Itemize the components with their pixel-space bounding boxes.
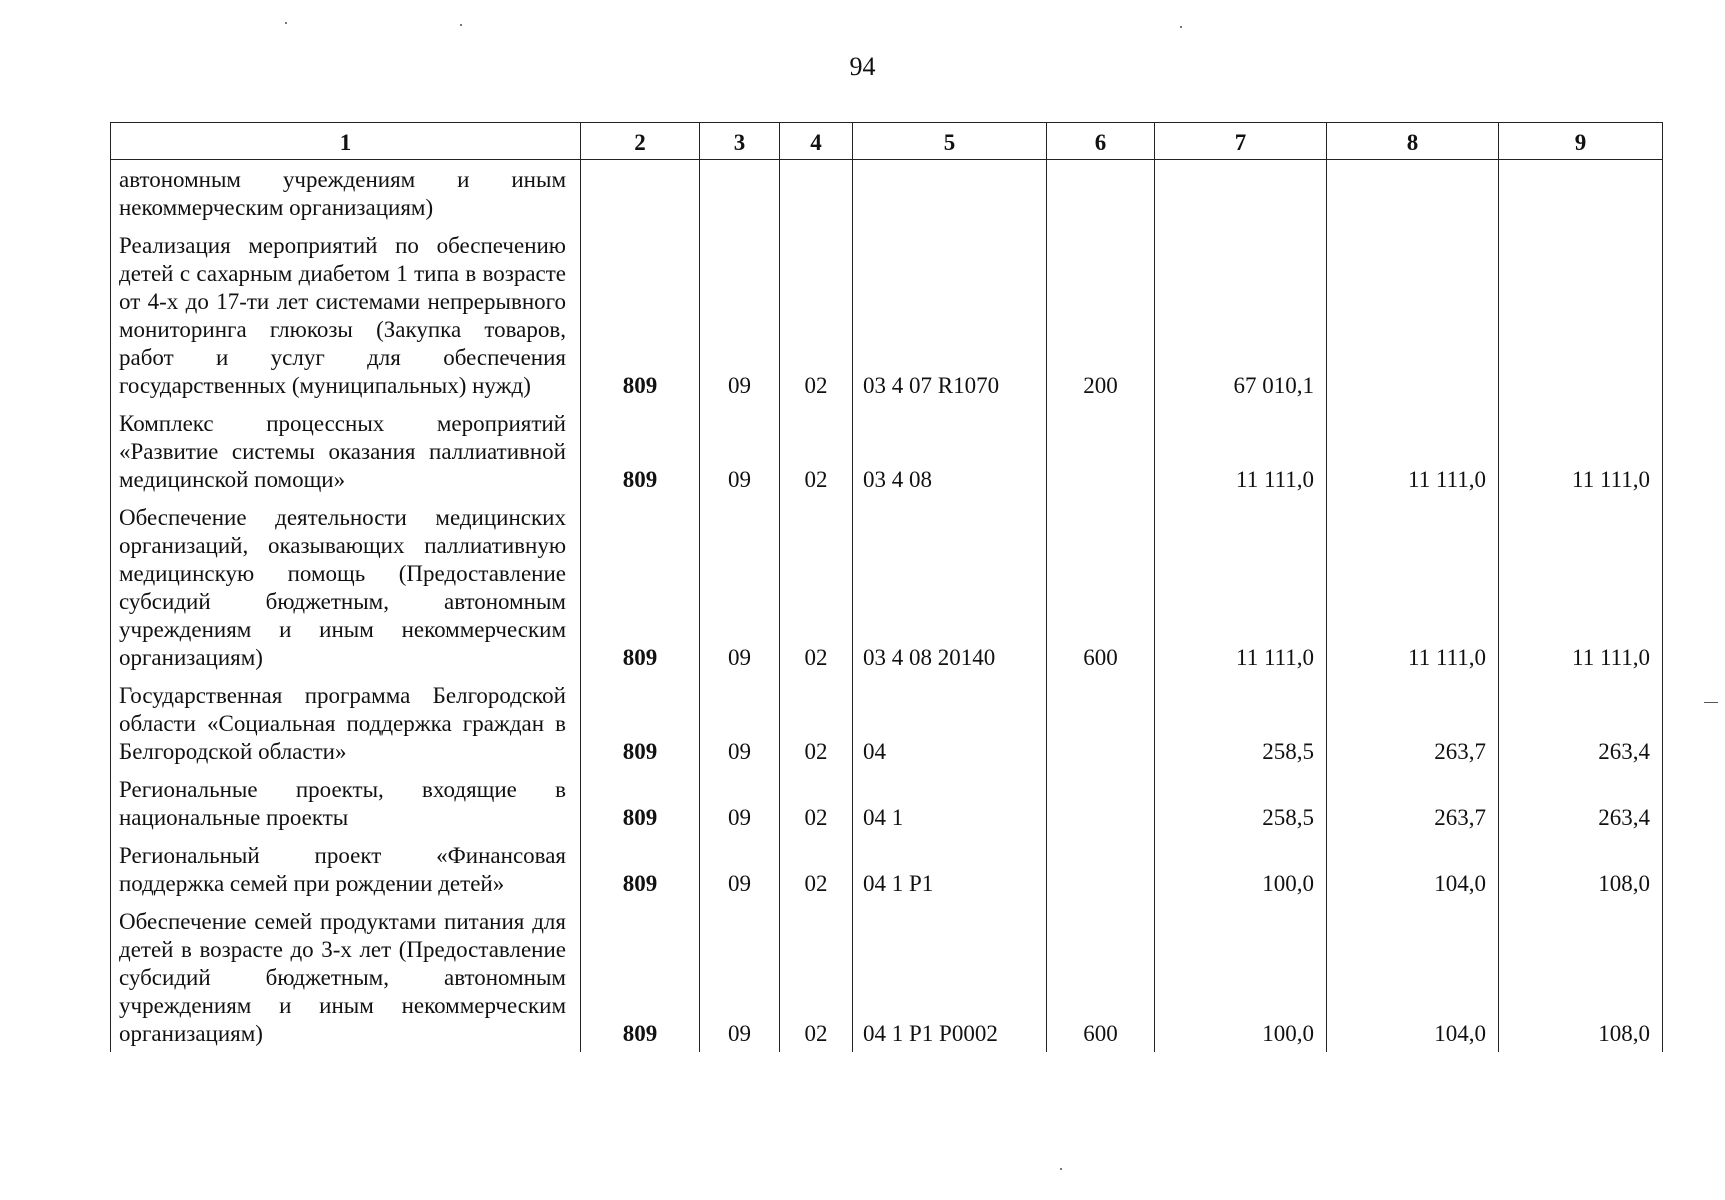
amount-col-8: 263,7	[1327, 676, 1499, 770]
amount-col-9	[1499, 160, 1663, 227]
row-description: Обеспечение деятельности медицинских организаций, оказывающих паллиативную медицинскую помощь (Предоставление субсидий бюджетным, автономным учреждениям и иным некоммерческим организациям)	[111, 498, 581, 676]
scan-speck	[285, 22, 287, 24]
column-header: 7	[1155, 123, 1327, 160]
ministry-code: 809	[581, 770, 700, 836]
table-row	[111, 902, 1663, 1052]
row-description: автономным учреждениям и иным некоммерческим организациям)	[111, 160, 581, 227]
target-article-code: 04 1 P1	[853, 836, 1047, 902]
column-header: 9	[1499, 123, 1663, 160]
amount-col-8: 11 111,0	[1327, 404, 1499, 498]
column-header: 3	[700, 123, 780, 160]
row-description: Реализация мероприятий по обеспечению детей с сахарным диабетом 1 типа в возрасте от 4-х до 17-ти лет системами непрерывного мониторинга глюкозы (Закупка товаров, работ и услуг для обеспечения государственных (муниципальных) нужд)	[111, 226, 581, 404]
ministry-code	[581, 160, 700, 227]
section-code: 09	[700, 226, 780, 404]
amount-col-9: 108,0	[1499, 902, 1663, 1052]
section-code: 09	[700, 676, 780, 770]
ministry-code: 809	[581, 404, 700, 498]
section-code: 09	[700, 404, 780, 498]
row-description: Региональный проект «Финансовая поддержка семей при рождении детей»	[111, 836, 581, 902]
amount-col-7: 11 111,0	[1155, 498, 1327, 676]
amount-col-9: 11 111,0	[1499, 498, 1663, 676]
ministry-code: 809	[581, 836, 700, 902]
row-description: Обеспечение семей продуктами питания для детей в возрасте до 3-х лет (Предоставление субсидий бюджетным, автономным учреждениям и иным некоммерческим организациям)	[111, 902, 581, 1052]
amount-col-9: 263,4	[1499, 770, 1663, 836]
subsection-code: 02	[780, 676, 853, 770]
subsection-code: 02	[780, 498, 853, 676]
budget-table	[110, 122, 1663, 1052]
expense-type-code	[1047, 836, 1155, 902]
target-article-code: 04	[853, 676, 1047, 770]
expense-type-code: 200	[1047, 226, 1155, 404]
target-article-code: 03 4 07 R1070	[853, 226, 1047, 404]
table-row	[111, 498, 1663, 676]
amount-col-8: 11 111,0	[1327, 498, 1499, 676]
column-header: 4	[780, 123, 853, 160]
amount-col-7: 67 010,1	[1155, 226, 1327, 404]
page-number: 94	[849, 52, 876, 81]
table-row	[111, 676, 1663, 770]
amount-col-7: 100,0	[1155, 902, 1327, 1052]
section-code: 09	[700, 836, 780, 902]
column-header: 8	[1327, 123, 1499, 160]
table-row	[111, 404, 1663, 498]
target-article-code: 03 4 08	[853, 404, 1047, 498]
amount-col-8	[1327, 226, 1499, 404]
expense-type-code: 600	[1047, 498, 1155, 676]
amount-col-8	[1327, 160, 1499, 227]
target-article-code: 03 4 08 20140	[853, 498, 1047, 676]
amount-col-9	[1499, 226, 1663, 404]
table-row	[111, 226, 1663, 404]
amount-col-7	[1155, 160, 1327, 227]
table-row	[111, 770, 1663, 836]
row-description: Государственная программа Белгородской области «Социальная поддержка граждан в Белгородской области»	[111, 676, 581, 770]
section-code: 09	[700, 902, 780, 1052]
scan-speck	[1060, 1168, 1062, 1170]
scan-speck	[1180, 26, 1182, 28]
amount-col-9: 108,0	[1499, 836, 1663, 902]
subsection-code: 02	[780, 404, 853, 498]
amount-col-7: 258,5	[1155, 676, 1327, 770]
column-header: 2	[581, 123, 700, 160]
expense-type-code	[1047, 404, 1155, 498]
amount-col-7: 258,5	[1155, 770, 1327, 836]
amount-col-8: 263,7	[1327, 770, 1499, 836]
subsection-code: 02	[780, 770, 853, 836]
scan-speck	[460, 24, 462, 26]
table-header-row	[111, 123, 1663, 160]
table-row	[111, 160, 1663, 227]
expense-type-code	[1047, 676, 1155, 770]
expense-type-code: 600	[1047, 902, 1155, 1052]
ministry-code: 809	[581, 902, 700, 1052]
table-row	[111, 836, 1663, 902]
amount-col-8: 104,0	[1327, 836, 1499, 902]
subsection-code: 02	[780, 902, 853, 1052]
amount-col-7: 100,0	[1155, 836, 1327, 902]
target-article-code: 04 1	[853, 770, 1047, 836]
column-header: 6	[1047, 123, 1155, 160]
amount-col-9: 263,4	[1499, 676, 1663, 770]
scan-speck	[1704, 702, 1718, 703]
target-article-code: 04 1 P1 P0002	[853, 902, 1047, 1052]
row-description: Комплекс процессных мероприятий «Развитие системы оказания паллиативной медицинской помощи»	[111, 404, 581, 498]
section-code: 09	[700, 770, 780, 836]
column-header: 5	[853, 123, 1047, 160]
ministry-code: 809	[581, 226, 700, 404]
amount-col-7: 11 111,0	[1155, 404, 1327, 498]
column-header: 1	[111, 123, 581, 160]
amount-col-9: 11 111,0	[1499, 404, 1663, 498]
amount-col-8: 104,0	[1327, 902, 1499, 1052]
target-article-code	[853, 160, 1047, 227]
section-code	[700, 160, 780, 227]
expense-type-code	[1047, 160, 1155, 227]
ministry-code: 809	[581, 676, 700, 770]
subsection-code: 02	[780, 836, 853, 902]
subsection-code	[780, 160, 853, 227]
section-code: 09	[700, 498, 780, 676]
expense-type-code	[1047, 770, 1155, 836]
ministry-code: 809	[581, 498, 700, 676]
row-description: Региональные проекты, входящие в национальные проекты	[111, 770, 581, 836]
subsection-code: 02	[780, 226, 853, 404]
